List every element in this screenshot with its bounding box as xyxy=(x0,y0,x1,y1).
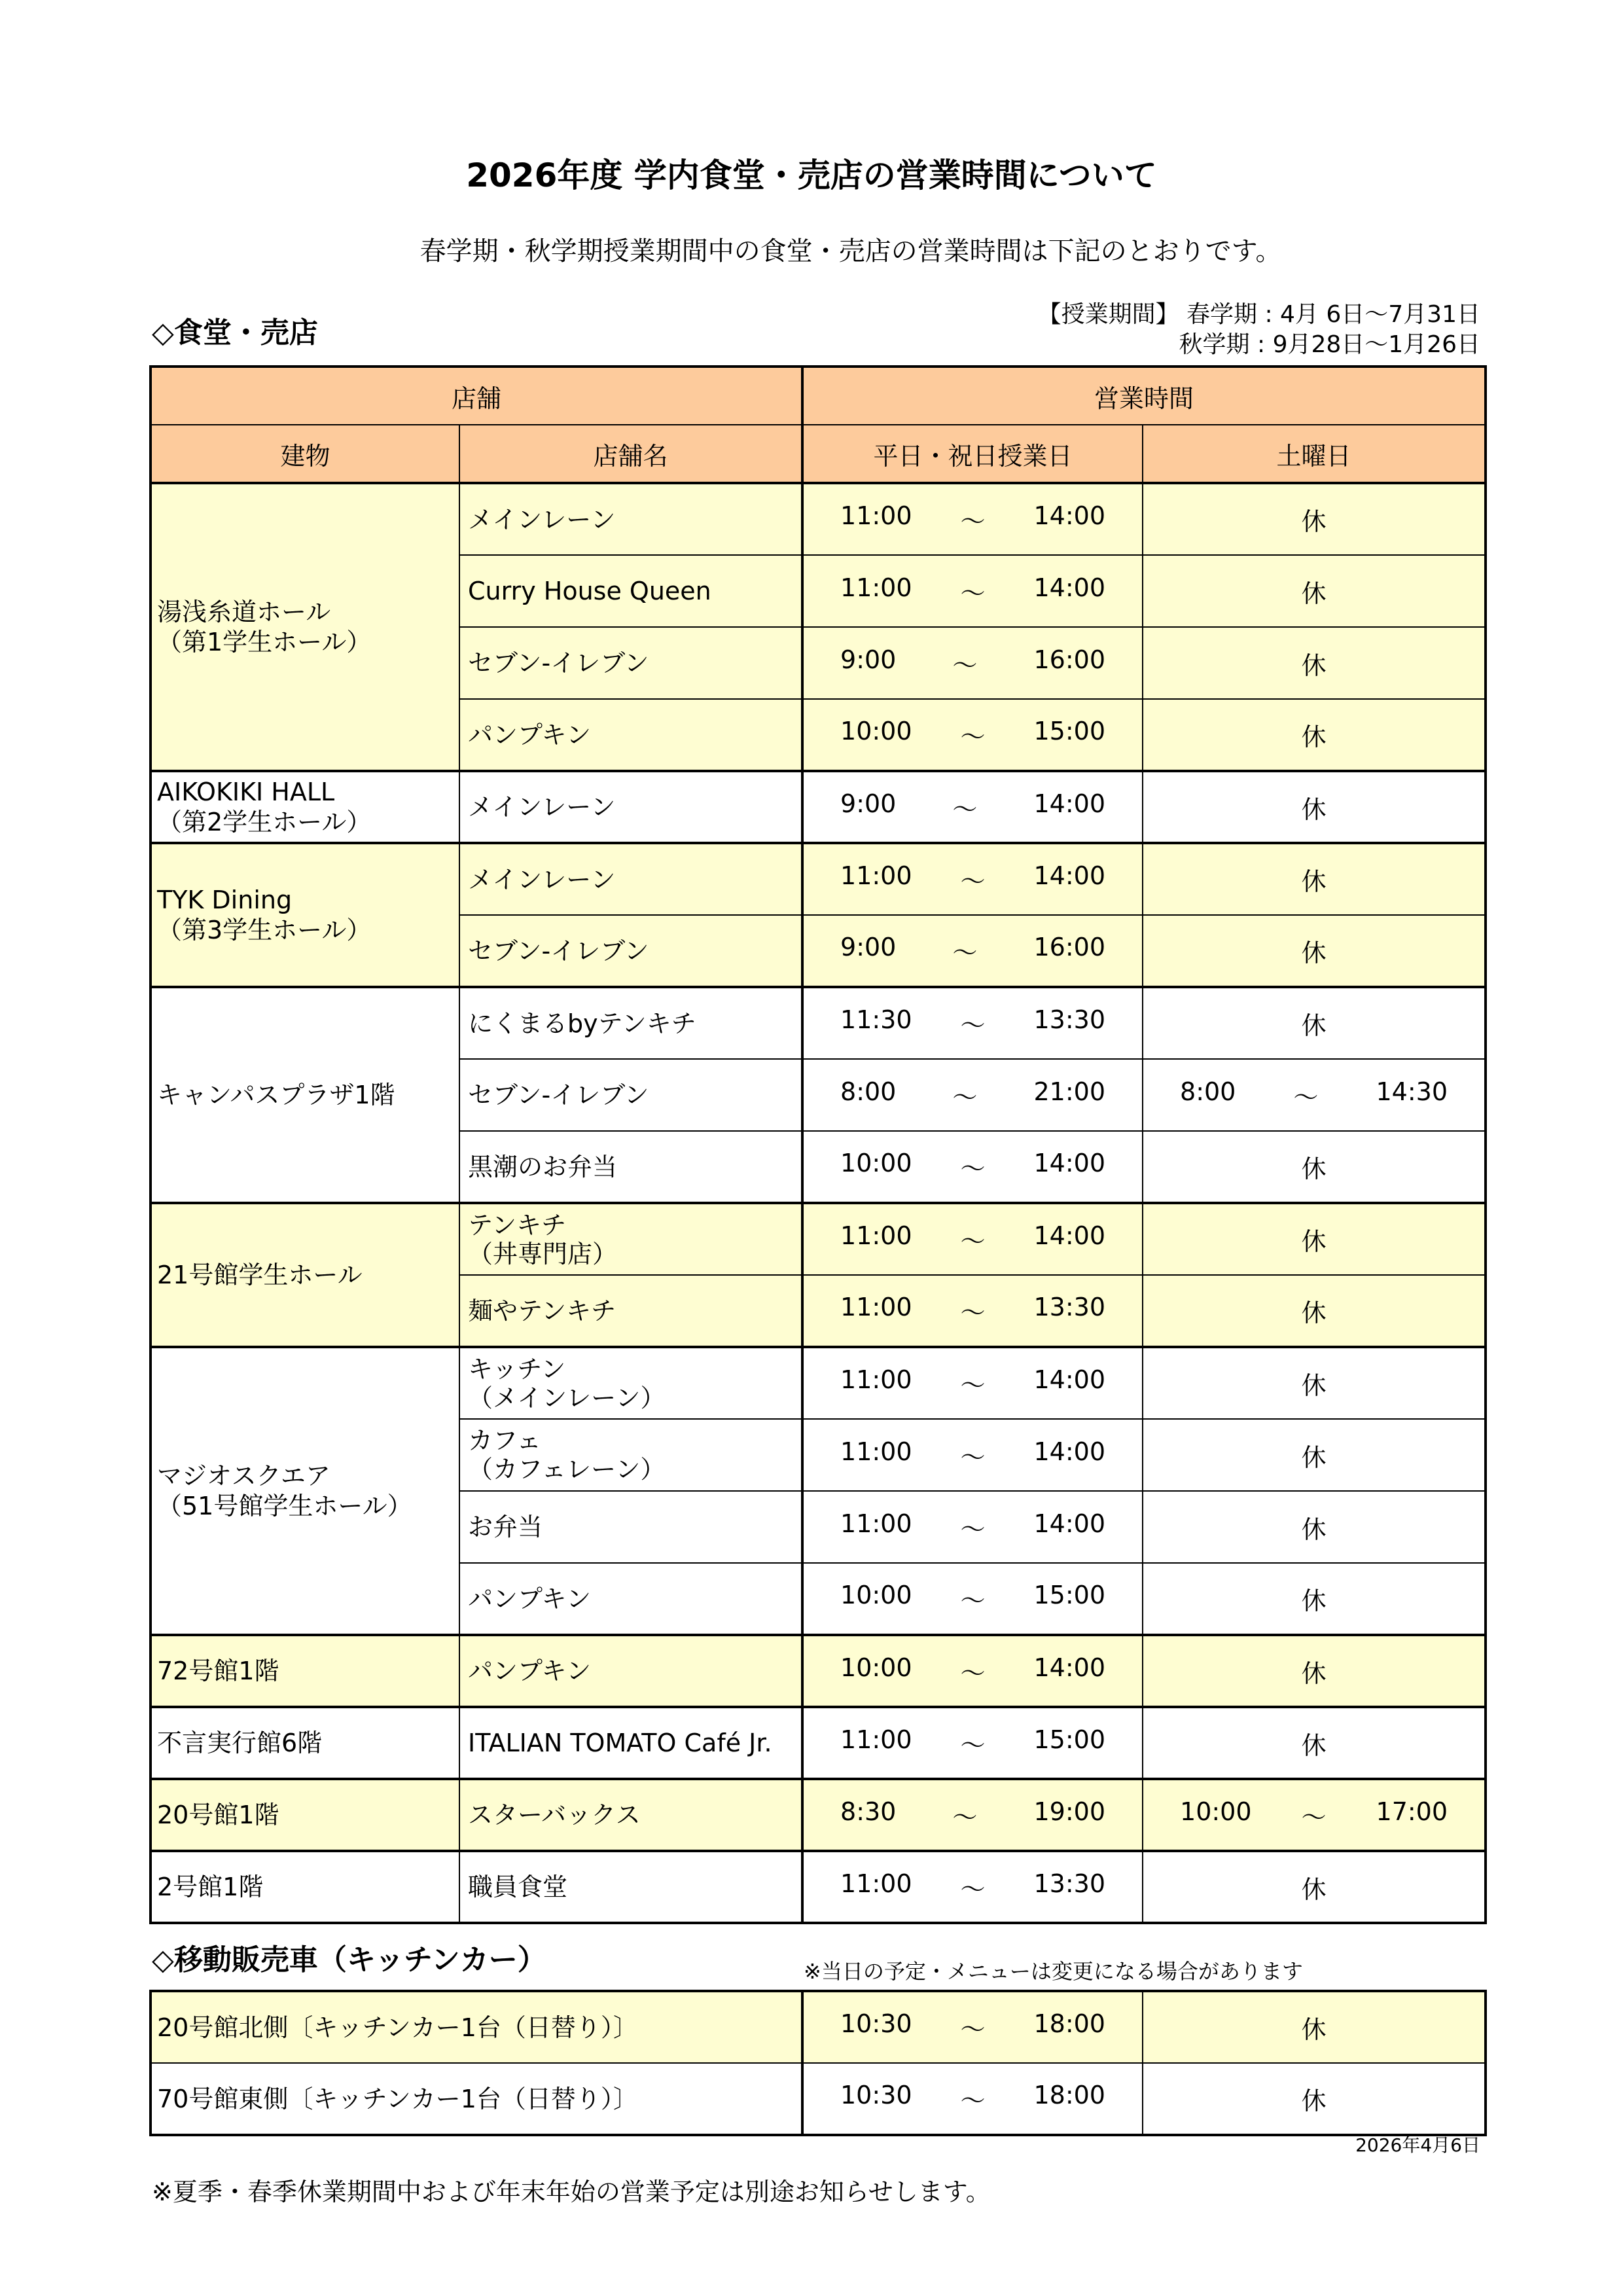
shop-name-cell: にくまるbyテンキチ xyxy=(459,987,802,1059)
shop-name-cell: お弁当 xyxy=(459,1491,802,1563)
weekday-hours-cell xyxy=(802,627,1143,699)
shop-name-cell: メインレーン xyxy=(459,843,802,915)
open-time: 11:00 xyxy=(840,573,912,602)
close-time: 16:00 xyxy=(1033,645,1106,674)
table-row xyxy=(151,843,1486,915)
saturday-hours-cell: 休 xyxy=(1143,483,1486,555)
building-cell: 2号館1階 xyxy=(151,1851,459,1923)
open-time: 11:00 xyxy=(840,1725,912,1754)
saturday-hours-cell: 休 xyxy=(1143,1347,1486,1419)
close-time: 14:00 xyxy=(1033,1437,1105,1466)
class-period-info xyxy=(1038,300,1480,360)
close-time: 15:00 xyxy=(1033,717,1105,745)
open-time: 8:00 xyxy=(1180,1077,1236,1106)
weekday-hours-cell xyxy=(802,987,1143,1059)
tilde: ～ xyxy=(960,2087,986,2115)
table-header-row-1 xyxy=(151,367,1486,425)
close-time: 14:00 xyxy=(1033,861,1105,890)
time-range xyxy=(804,1653,1142,1689)
tilde: ～ xyxy=(960,2015,986,2044)
building-cell: 21号館学生ホール xyxy=(151,1203,459,1347)
saturday-hours-cell: 休 xyxy=(1143,1707,1486,1779)
header-shop-name: 店舗名 xyxy=(459,425,802,483)
weekday-hours-cell xyxy=(802,771,1143,843)
time-range xyxy=(804,861,1142,897)
open-time: 10:30 xyxy=(840,2081,912,2109)
open-time: 11:00 xyxy=(840,1869,912,1898)
close-time: 14:00 xyxy=(1033,789,1106,818)
close-time: 14:00 xyxy=(1033,501,1105,530)
open-time: 11:00 xyxy=(840,861,912,890)
time-range xyxy=(804,1437,1142,1473)
time-range xyxy=(804,1509,1142,1545)
header-weekday: 平日・祝日授業日 xyxy=(802,425,1143,483)
close-time: 14:00 xyxy=(1033,1653,1105,1682)
header-saturday: 土曜日 xyxy=(1143,425,1486,483)
open-time: 9:00 xyxy=(840,645,897,674)
tilde: ～ xyxy=(960,1155,986,1183)
weekday-hours-cell xyxy=(802,1059,1143,1131)
building-cell: 20号館1階 xyxy=(151,1779,459,1851)
saturday-hours-cell: 休 xyxy=(1143,1851,1486,1923)
close-time: 17:00 xyxy=(1376,1797,1448,1826)
saturday-hours-cell: 休 xyxy=(1143,915,1486,987)
shop-name-cell: セブン-イレブン xyxy=(459,1059,802,1131)
time-range xyxy=(804,2081,1142,2117)
shop-name-cell: スターバックス xyxy=(459,1779,802,1851)
autumn-period: 秋学期 : 9月28日～1月26日 xyxy=(1179,331,1480,358)
tilde: ～ xyxy=(960,1011,986,1040)
weekday-hours-cell xyxy=(802,843,1143,915)
time-range xyxy=(804,1797,1142,1833)
weekday-hours-cell xyxy=(802,2063,1143,2135)
saturday-hours-cell: 休 xyxy=(1143,1419,1486,1491)
building-cell: 72号館1階 xyxy=(151,1635,459,1707)
building-cell: マジオスクエア （51号館学生ホール） xyxy=(151,1347,459,1635)
saturday-hours-cell: 休 xyxy=(1143,627,1486,699)
close-time: 14:00 xyxy=(1033,573,1105,602)
time-range xyxy=(1143,1077,1484,1113)
footer-note: ※夏季・春季休業期間中および年末年始の営業予定は別途お知らせします。 xyxy=(152,2178,991,2206)
time-range xyxy=(804,1581,1142,1617)
time-range xyxy=(804,1293,1142,1329)
weekday-hours-cell xyxy=(802,1779,1143,1851)
close-time: 13:30 xyxy=(1033,1293,1105,1321)
saturday-hours-cell: 休 xyxy=(1143,771,1486,843)
shop-name-cell: セブン-イレブン xyxy=(459,627,802,699)
header-store: 店舗 xyxy=(151,367,802,425)
saturday-hours-cell: 休 xyxy=(1143,1275,1486,1347)
spring-period: 【授業期間】 春学期 : 4月 6日～7月31日 xyxy=(1037,301,1480,328)
tilde: ～ xyxy=(952,939,978,967)
tilde: ～ xyxy=(960,579,986,608)
open-time: 10:30 xyxy=(840,2009,912,2038)
tilde: ～ xyxy=(960,1659,986,1688)
kitchen-car-location: 20号館北側〔キッチンカー1台（日替り）〕 xyxy=(151,1991,802,2063)
table-row xyxy=(151,483,1486,555)
open-time: 10:00 xyxy=(840,1653,912,1682)
table-row xyxy=(151,1707,1486,1779)
shop-name-cell: ITALIAN TOMATO Café Jr. xyxy=(459,1707,802,1779)
close-time: 19:00 xyxy=(1033,1797,1106,1826)
time-range xyxy=(804,1149,1142,1185)
page-subtitle: 春学期・秋学期授業期間中の食堂・売店の営業時間は下記のとおりです。 xyxy=(419,236,1282,266)
close-time: 14:00 xyxy=(1033,1365,1105,1394)
close-time: 14:00 xyxy=(1033,1149,1105,1177)
tilde: ～ xyxy=(1301,1803,1327,1832)
table-row xyxy=(151,987,1486,1059)
time-range xyxy=(804,501,1142,537)
close-time: 18:00 xyxy=(1033,2009,1105,2038)
saturday-hours-cell: 休 xyxy=(1143,1131,1486,1203)
saturday-hours-cell xyxy=(1143,1779,1486,1851)
open-time: 11:00 xyxy=(840,501,912,530)
open-time: 11:00 xyxy=(840,1509,912,1538)
kitchen-car-row xyxy=(151,1991,1486,2063)
tilde: ～ xyxy=(960,1587,986,1615)
open-time: 11:30 xyxy=(840,1005,912,1034)
saturday-hours-cell: 休 xyxy=(1143,1635,1486,1707)
time-range xyxy=(1143,1797,1484,1833)
cafeteria-hours-table xyxy=(149,365,1487,1924)
shop-name-cell: キッチン （メインレーン） xyxy=(459,1347,802,1419)
kitchen-car-section-heading: ◇移動販売車（キッチンカー） xyxy=(152,1943,546,1977)
weekday-hours-cell xyxy=(802,1851,1143,1923)
building-cell: AIKOKIKI HALL （第2学生ホール） xyxy=(151,771,459,843)
tilde: ～ xyxy=(1293,1083,1319,1112)
weekday-hours-cell xyxy=(802,1707,1143,1779)
header-hours: 営業時間 xyxy=(802,367,1486,425)
saturday-hours-cell: 休 xyxy=(1143,1563,1486,1635)
tilde: ～ xyxy=(952,795,978,824)
time-range xyxy=(804,573,1142,609)
table-row xyxy=(151,1779,1486,1851)
open-time: 11:00 xyxy=(840,1293,912,1321)
tilde: ～ xyxy=(960,723,986,751)
open-time: 8:30 xyxy=(840,1797,897,1826)
tilde: ～ xyxy=(952,651,978,680)
kitchen-car-note: ※当日の予定・メニューは変更になる場合があります xyxy=(804,1959,1303,1984)
time-range xyxy=(804,1077,1142,1113)
time-range xyxy=(804,2009,1142,2045)
shop-name-cell: 麺やテンキチ xyxy=(459,1275,802,1347)
time-range xyxy=(804,933,1142,969)
shop-name-cell: Curry House Queen xyxy=(459,555,802,627)
building-cell: TYK Dining （第3学生ホール） xyxy=(151,843,459,987)
kitchen-car-row xyxy=(151,2063,1486,2135)
weekday-hours-cell xyxy=(802,1563,1143,1635)
shop-name-cell: 職員食堂 xyxy=(459,1851,802,1923)
open-time: 11:00 xyxy=(840,1365,912,1394)
tilde: ～ xyxy=(960,1874,986,1904)
time-range xyxy=(804,1365,1142,1401)
open-time: 10:00 xyxy=(840,1581,912,1609)
saturday-hours-cell: 休 xyxy=(1143,1491,1486,1563)
tilde: ～ xyxy=(960,1371,986,1400)
open-time: 9:00 xyxy=(840,933,897,961)
time-range xyxy=(804,1869,1142,1905)
tilde: ～ xyxy=(960,1227,986,1256)
close-time: 13:30 xyxy=(1033,1005,1105,1034)
saturday-hours-cell: 休 xyxy=(1143,699,1486,771)
building-cell: 湯浅糸道ホール （第1学生ホール） xyxy=(151,483,459,771)
table-header-row-2 xyxy=(151,425,1486,483)
time-range xyxy=(804,789,1142,825)
time-range xyxy=(804,717,1142,753)
close-time: 14:00 xyxy=(1033,1221,1105,1250)
time-range xyxy=(804,1005,1142,1041)
shop-name-cell: 黒潮のお弁当 xyxy=(459,1131,802,1203)
weekday-hours-cell xyxy=(802,1203,1143,1275)
tilde: ～ xyxy=(960,867,986,896)
close-time: 15:00 xyxy=(1033,1581,1105,1609)
open-time: 11:00 xyxy=(840,1437,912,1466)
tilde: ～ xyxy=(952,1803,978,1832)
shop-name-cell: セブン-イレブン xyxy=(459,915,802,987)
table-row xyxy=(151,1347,1486,1419)
open-time: 10:00 xyxy=(1180,1797,1252,1826)
tilde: ～ xyxy=(960,507,986,536)
shop-name-cell: メインレーン xyxy=(459,483,802,555)
saturday-hours-cell: 休 xyxy=(1143,555,1486,627)
saturday-hours-cell: 休 xyxy=(1143,2063,1486,2135)
table-row xyxy=(151,1203,1486,1275)
weekday-hours-cell xyxy=(802,1347,1143,1419)
close-time: 14:30 xyxy=(1376,1077,1448,1106)
tilde: ～ xyxy=(960,1299,986,1327)
table-row xyxy=(151,1635,1486,1707)
open-time: 8:00 xyxy=(840,1077,897,1106)
weekday-hours-cell xyxy=(802,1131,1143,1203)
close-time: 18:00 xyxy=(1033,2081,1105,2109)
weekday-hours-cell xyxy=(802,1991,1143,2063)
close-time: 15:00 xyxy=(1033,1725,1105,1754)
cafeteria-section-heading: ◇食堂・売店 xyxy=(152,316,318,350)
building-cell: 不言実行館6階 xyxy=(151,1707,459,1779)
open-time: 11:00 xyxy=(840,1221,912,1250)
close-time: 14:00 xyxy=(1033,1509,1105,1538)
close-time: 21:00 xyxy=(1033,1077,1106,1106)
weekday-hours-cell xyxy=(802,699,1143,771)
tilde: ～ xyxy=(960,1731,986,1760)
document-date: 2026年4月6日 xyxy=(1355,2134,1480,2156)
page-title: 2026年度 学内食堂・売店の営業時間について xyxy=(466,156,1157,194)
shop-name-cell: テンキチ （丼専門店） xyxy=(459,1203,802,1275)
building-cell: キャンパスプラザ1階 xyxy=(151,987,459,1203)
weekday-hours-cell xyxy=(802,1275,1143,1347)
close-time: 13:30 xyxy=(1033,1869,1105,1898)
table-row xyxy=(151,1851,1486,1923)
saturday-hours-cell: 休 xyxy=(1143,987,1486,1059)
time-range xyxy=(804,1221,1142,1257)
header-building: 建物 xyxy=(151,425,459,483)
open-time: 10:00 xyxy=(840,717,912,745)
tilde: ～ xyxy=(952,1083,978,1112)
shop-name-cell: カフェ （カフェレーン） xyxy=(459,1419,802,1491)
weekday-hours-cell xyxy=(802,555,1143,627)
open-time: 10:00 xyxy=(840,1149,912,1177)
saturday-hours-cell: 休 xyxy=(1143,1203,1486,1275)
weekday-hours-cell xyxy=(802,1491,1143,1563)
tilde: ～ xyxy=(960,1443,986,1472)
weekday-hours-cell xyxy=(802,915,1143,987)
saturday-hours-cell xyxy=(1143,1059,1486,1131)
tilde: ～ xyxy=(960,1515,986,1544)
time-range xyxy=(804,1725,1142,1761)
shop-name-cell: パンプキン xyxy=(459,1563,802,1635)
shop-name-cell: パンプキン xyxy=(459,699,802,771)
kitchen-car-location: 70号館東側〔キッチンカー1台（日替り）〕 xyxy=(151,2063,802,2135)
kitchen-car-hours-table xyxy=(149,1990,1487,2136)
shop-name-cell: パンプキン xyxy=(459,1635,802,1707)
open-time: 9:00 xyxy=(840,789,897,818)
weekday-hours-cell xyxy=(802,1635,1143,1707)
saturday-hours-cell: 休 xyxy=(1143,1991,1486,2063)
shop-name-cell: メインレーン xyxy=(459,771,802,843)
close-time: 16:00 xyxy=(1033,933,1106,961)
weekday-hours-cell xyxy=(802,483,1143,555)
time-range xyxy=(804,645,1142,681)
saturday-hours-cell: 休 xyxy=(1143,843,1486,915)
table-row xyxy=(151,771,1486,843)
weekday-hours-cell xyxy=(802,1419,1143,1491)
